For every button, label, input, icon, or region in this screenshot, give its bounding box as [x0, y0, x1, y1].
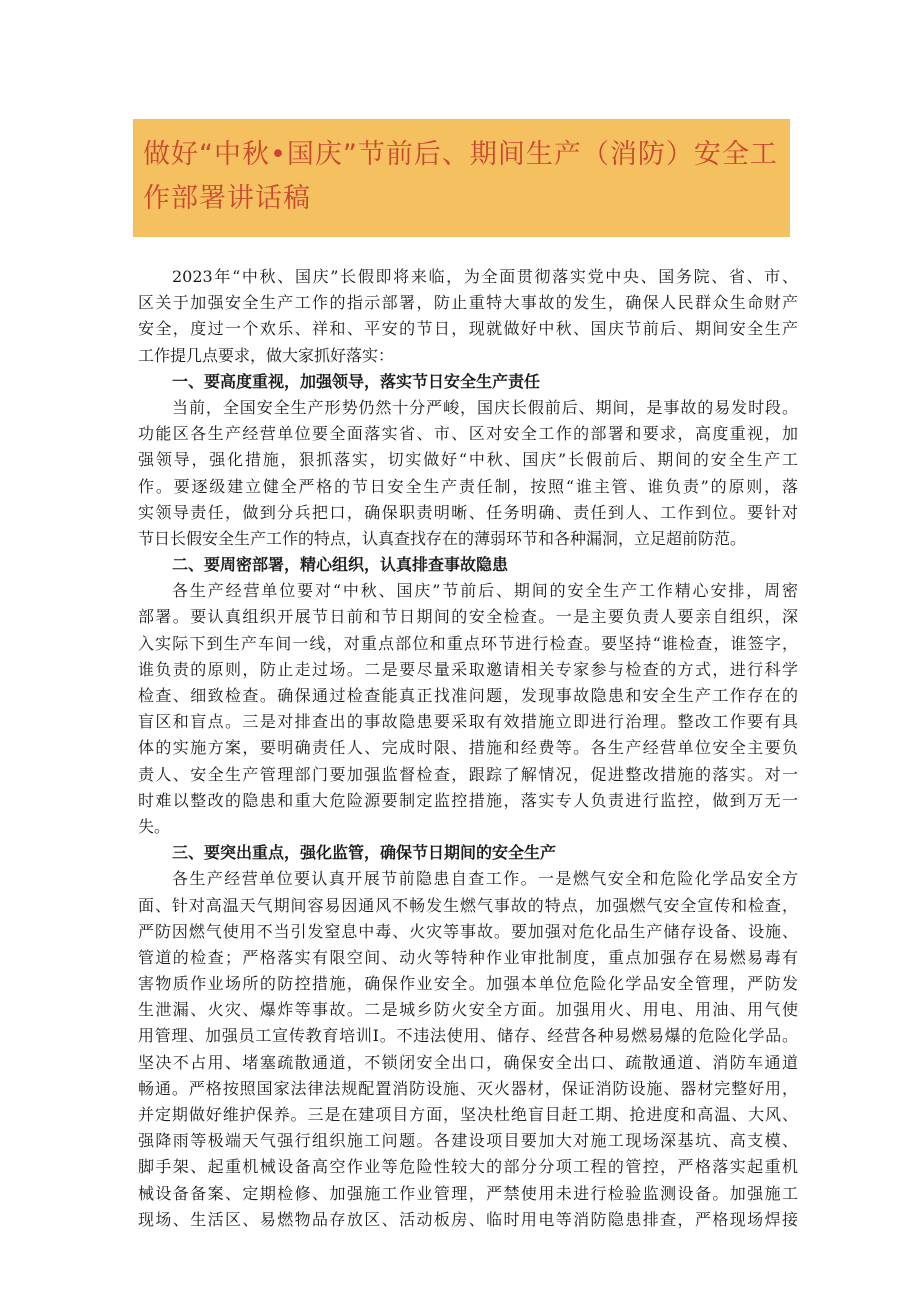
paragraph-line: 2023年“中秋、国庆”长假即将来临，为全面贯彻落实党中央、国务院、省、市、: [172, 267, 798, 286]
paragraph-line: 入实际下到生产车间一线，对重点部位和重点环节进行检查。要坚持“谁检查，谁签字，: [138, 633, 798, 653]
paragraph-line: 各生产经营单位要认真开展节前隐患自查工作。一是燃气安全和危险化学品安全方: [172, 869, 798, 889]
paragraph-line: 强领导，强化措施，狠抓落实，切实做好“中秋、国庆”长假前后、期间的安全生产工: [138, 450, 798, 470]
document-title-line-2: 作部署讲话稿: [143, 183, 311, 214]
paragraph-line: 部署。要认真组织开展节日前和节日期间的安全检查。一是主要负责人要亲自组织，深: [138, 607, 798, 627]
paragraph-line: 生泄漏、火灾、爆炸等事故。二是城乡防火安全方面。加强用火、用电、用油、用气使: [138, 1000, 798, 1020]
paragraph-line: 安全，度过一个欢乐、祥和、平安的节日，现就做好中秋、国庆节前后、期间安全生产: [138, 319, 798, 339]
section-heading: 一、要高度重视，加强领导，落实节日安全生产责任: [172, 371, 541, 391]
paragraph-line: 用管理、加强员工宣传教育培训I。不违法使用、储存、经营各种易燃易爆的危险化学品。: [138, 1026, 798, 1046]
document-body: [138, 264, 798, 1233]
paragraph-line: 强降雨等极端天气强行组织施工问题。各建设项目要加大对施工现场深基坑、高支模、: [138, 1131, 798, 1151]
paragraph-line: 盲区和盲点。三是对排查出的事故隐患要采取有效措施立即进行治理。整改工作要有具: [138, 712, 798, 732]
paragraph-line: 现场、生活区、易燃物品存放区、活动板房、临时用电等消防隐患排查，严格现场焊接: [138, 1209, 798, 1229]
paragraph-line: 区关于加强安全生产工作的指示部署，防止重特大事故的发生，确保人民群众生命财产: [138, 293, 798, 313]
paragraph-line: 当前，全国安全生产形势仍然十分严峻，国庆长假前后、期间，是事故的易发时段。: [172, 397, 798, 417]
document-title-line-1: 做好“中秋•国庆”节前后、期间生产（消防）安全工: [143, 139, 778, 170]
paragraph-line: 管道的检查；严格落实有限空间、动火等特种作业审批制度，重点加强存在易燃易毒有: [138, 947, 798, 967]
title-banner: [133, 119, 790, 237]
paragraph-line: 失。: [138, 816, 171, 836]
paragraph-line: 责人、安全生产管理部门要加强监督检查，跟踪了解情况，促进整改措施的落实。对一: [138, 764, 798, 784]
section-heading: 三、要突出重点，强化监管，确保节日期间的安全生产: [172, 843, 557, 863]
section-heading: 二、要周密部署，精心组织，认真排查事故隐患: [172, 555, 509, 575]
paragraph-line: 谁负责的原则，防止走过场。二是要尽量采取邀请相关专家参与检查的方式，进行科学: [138, 659, 798, 679]
paragraph-line: 害物质作业场所的防控措施，确保作业安全。加强本单位危险化学品安全管理，严防发: [138, 974, 798, 994]
paragraph-line: 节日长假安全生产工作的特点，认真查找存在的薄弱环节和各种漏洞，立足超前防范。: [138, 528, 747, 548]
paragraph-line: 械设备备案、定期检修、加强施工作业管理，严禁使用未进行检验监测设备。加强施工: [138, 1183, 798, 1203]
paragraph-line: 并定期做好维护保养。三是在建项目方面，坚决杜绝盲目赶工期、抢进度和高温、大风、: [138, 1105, 798, 1124]
paragraph-line: 坚决不占用、堵塞疏散通道，不锁闭安全出口，确保安全出口、疏散通道、消防车通道: [138, 1052, 798, 1072]
paragraph-line: 脚手架、起重机械设备高空作业等危险性较大的部分分项工程的管控，严格落实起重机: [138, 1157, 798, 1177]
paragraph-line: 面、针对高温天气期间容易因通风不畅发生燃气事故的特点，加强燃气安全宣传和检查，: [138, 895, 798, 915]
paragraph-line: 功能区各生产经营单位要全面落实省、市、区对安全工作的部署和要求，高度重视，加: [138, 424, 798, 444]
paragraph-line: 各生产经营单位要对“中秋、国庆”节前后、期间的安全生产工作精心安排，周密: [172, 581, 798, 601]
paragraph-line: 检查、细致检查。确保通过检查能真正找准问题，发现事故隐患和安全生产工作存在的: [138, 686, 798, 705]
paragraph-line: 严防因燃气使用不当引发窒息中毒、火灾等事故。要加强对危化品生产储存设备、设施、: [138, 921, 798, 941]
paragraph-line: 工作提几点要求，做大家抓好落实：: [138, 345, 395, 365]
paragraph-line: 时难以整改的隐患和重大危险源要制定监控措施，落实专人负责进行监控，做到万无一: [138, 790, 798, 810]
paragraph-line: 实领导责任，做到分兵把口，确保职责明晰、任务明确、责任到人、工作到位。要针对: [138, 502, 798, 522]
paragraph-line: 畅通。严格按照国家法律法规配置消防设施、灭火器材，保证消防设施、器材完整好用，: [138, 1078, 798, 1098]
paragraph-line: 体的实施方案，要明确责任人、完成时限、措施和经费等。各生产经营单位安全主要负: [138, 738, 798, 758]
paragraph-line: 作。要逐级建立健全严格的节日安全生产责任制，按照“谁主管、谁负责”的原则，落: [138, 476, 798, 496]
